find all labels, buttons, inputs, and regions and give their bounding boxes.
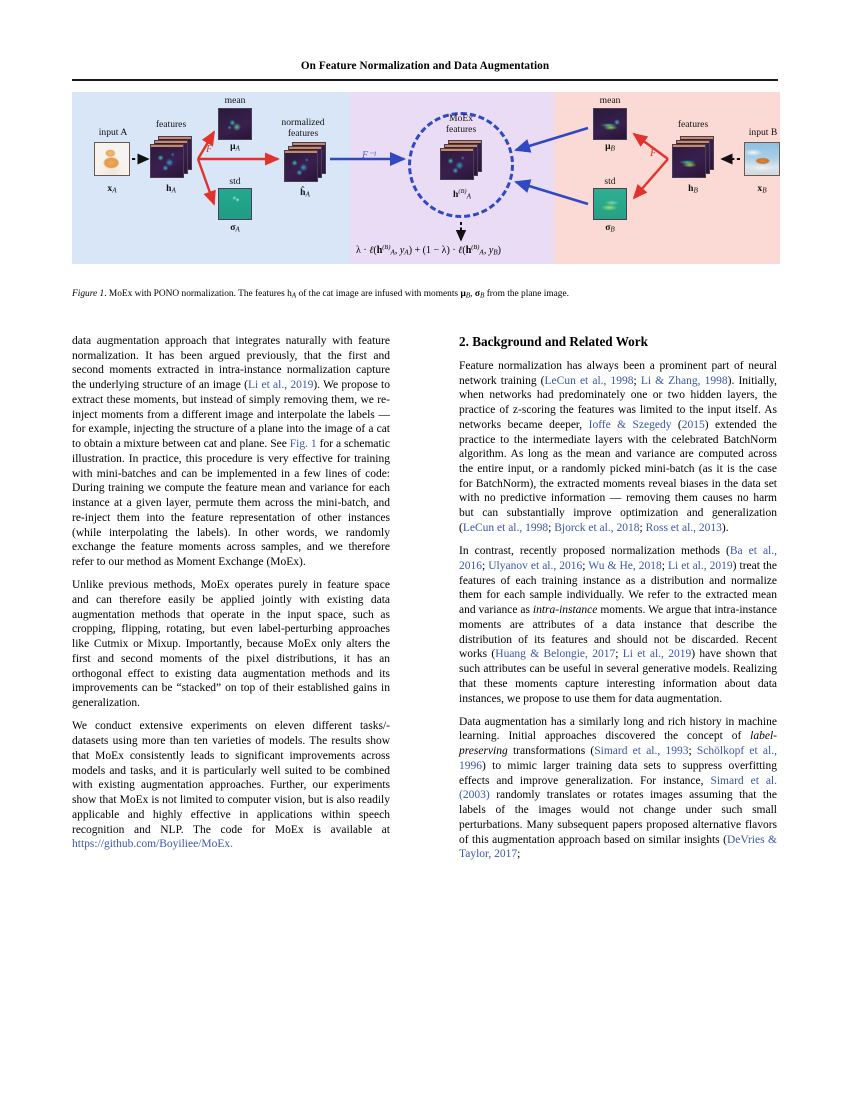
transform-f-label-right: F	[650, 148, 657, 159]
paragraph-experiments: We conduct extensive experiments on eleven different tasks/-datasets using more than ten varieties of models. The results show that MoEx consistently leads to significant improvements across models and tasks, and it is particularly well suited to be combined with existing augmentation approaches. Further, our experiments show that MoEx is not limited to computer vision, but is also readily applicable and highly effective in applications within speech recognition and NLP. The code for MoEx is available at https://github.com/Boyiliee/MoEx.	[72, 720, 390, 851]
citation-ross-2013[interactable]: Ross et al., 2013	[645, 521, 722, 534]
moex-github-link[interactable]: https://github.com/Boyiliee/MoEx.	[72, 838, 233, 851]
section-heading-background: 2. Background and Related Work	[459, 334, 648, 349]
citation-devries-taylor-2017[interactable]: DeVries & Taylor, 2017	[459, 833, 777, 861]
features-a-label: features	[155, 119, 187, 130]
sigma-a-symbol: σA	[230, 222, 240, 234]
body-column-left	[72, 334, 390, 860]
mean-b-label: mean	[599, 95, 621, 106]
citation-bjorck-2018[interactable]: Bjorck et al., 2018	[554, 521, 640, 534]
citation-simard-1993[interactable]: Simard et al., 1993	[594, 745, 689, 758]
inverse-transform-label: F⁻¹	[362, 150, 377, 161]
h-a-symbol: hA	[166, 183, 176, 195]
x-b-symbol: xB	[757, 183, 767, 195]
term-label-preserving: label-preserving	[459, 730, 777, 758]
citation-lecun-1998-b[interactable]: LeCun et al., 1998	[462, 521, 549, 534]
citation-ioffe-szegedy-year[interactable]: 2015	[681, 418, 705, 431]
citation-li-2019-b[interactable]: Li et al., 2019	[668, 559, 733, 572]
loss-equation: $\lambda \cdot \ell(h^{(B)}A$, $yA) + (1 - \lambda) \cdot \ell(h^{(B)}A$, yB)	[356, 244, 501, 257]
moex-label-line1: MoEx	[449, 113, 473, 124]
mean-a-label: mean	[224, 95, 246, 106]
input-a-label: input A	[98, 127, 128, 138]
paragraph-intro-continued: data augmentation approach that integrates naturally with feature normalization. It has been argued previously, that the first and second moments extracted in intra-instance normalization capture the underlying structure of an image (Li et al., 2019). We propose to extract these moments, but instead of simply removing them, we re-inject moments from a different image and interpolate the labels — for example, injecting the structure of a plane into the image of a cat to obtain a mixture between cat and plane. See Fig. 1 for a schematic illustration. In practice, this procedure is very effective for training with mini-batches and can be implemented in a few lines of code: During training we compute the feature mean and variance for each instance at a given layer, permute them across the mini-batch, and re-inject them into the feature representation of other instances (while interpolating the labels). In other words, we randomly exchange the feature moments across samples, and we therefore refer to our method as Moment Exchange (MoEx).	[72, 335, 390, 569]
h-a-b-symbol: $h^{(B)}A$	[453, 188, 471, 201]
paragraph-unlike-previous: Unlike previous methods, MoEx operates purely in feature space and can therefore easily be applied jointly with existing data augmentation methods that operate in the input space, such as cropping, flipping, rotating, but even label-perturbing approaches like Cutmix or Mixup. Importantly, because MoEx only alters the first and second moments of the pixel distributions, it has an orthogonal effect to existing data augmentation methods and its improvements can be “stacked” on top of their established gains in generalization.	[72, 579, 390, 710]
citation-huang-belongie-2017[interactable]: Huang & Belongie, 2017	[495, 648, 616, 661]
x-a-symbol: xA	[107, 183, 117, 195]
citation-li-2019[interactable]: Li et al., 2019	[248, 379, 314, 392]
citation-ulyanov-2016[interactable]: Ulyanov et al., 2016	[488, 559, 583, 572]
figure-arrows	[72, 92, 780, 264]
normalized-label-line1: normalized	[281, 117, 325, 128]
body-column-right	[459, 334, 777, 871]
citation-scholkopf-1996[interactable]: Schölkopf et al., 1996	[459, 745, 777, 772]
moex-label-line2: features	[445, 123, 477, 135]
normalized-label-line2: features	[287, 127, 319, 139]
citation-fig-1[interactable]: Fig. 1	[289, 438, 317, 451]
citation-simard-2003[interactable]: Simard et al. (2003)	[459, 774, 777, 802]
citation-li-zhang-1998[interactable]: Li & Zhang, 1998	[640, 374, 728, 387]
input-b-label: input B	[748, 127, 778, 138]
figure-1	[72, 92, 780, 264]
term-intra-instance: intra-instance	[532, 604, 598, 617]
citation-ioffe-szegedy[interactable]: Ioffe & Szegedy	[588, 418, 672, 431]
figure-caption	[72, 288, 778, 301]
citation-lecun-1998[interactable]: LeCun et al., 1998	[544, 374, 634, 387]
transform-f-label-left: F	[206, 144, 213, 155]
running-header: On Feature Normalization and Data Augmentation	[300, 60, 550, 72]
mu-a-symbol: μA	[230, 141, 240, 153]
sigma-b-symbol: σB	[605, 222, 615, 234]
citation-wu-he-2018[interactable]: Wu & He, 2018	[588, 559, 662, 572]
h-b-symbol: hB	[688, 183, 698, 195]
h-hat-a-symbol: ĥA	[300, 187, 310, 199]
caption-figure-number: Figure 1	[72, 289, 105, 299]
caption-text: . MoEx with PONO normalization. The features hA of the cat image are infused with moments μB, σB from the plane image.	[104, 289, 569, 300]
std-a-label: std	[229, 176, 241, 187]
header-rule	[72, 79, 778, 81]
std-b-label: std	[604, 176, 616, 187]
paragraph-in-contrast: In contrast, recently proposed normalization methods (Ba et al., 2016; Ulyanov et al., 2016; Wu & He, 2018; Li et al., 2019) treat the features of each training instance as a distribution and normalize them for each sample individually. We refer to the extracted mean and variance as intra-instance moments. We argue that intra-instance moments are attributes of a data instance that describe the distribution of its features and should not be discarded. Recent works (Huang & Belongie, 2017; Li et al., 2019) have shown that such attributes can be useful in several generative models. Realizing that these moments capture interesting information about data instances, we propose to use them for data augmentation.	[459, 545, 778, 705]
citation-ba-2016[interactable]: Ba et al., 2016	[459, 545, 778, 572]
paragraph-feature-normalization: Feature normalization has always been a prominent part of neural network training (LeCun et al., 1998; Li & Zhang, 1998). Initially, when networks had predominately one or two hidden layers, the practice of z-scoring the features was limited to the input itself. As networks became deeper, Ioffe & Szegedy (2015) extended the practice to the intermediate layers with the celebrated BatchNorm algorithm. As long as the mean and variance are computed across the entire input, or a randomly picked mini-batch (as it is the case for BatchNorm), the extracted moments reveal biases in the data set with no predictive information — removing them causes no harm but can substantially improve optimization and generalization (LeCun et al., 1998; Bjorck et al., 2018; Ross et al., 2013).	[459, 359, 777, 534]
features-b-label: features	[677, 119, 709, 130]
paragraph-data-augmentation-history: Data augmentation has a similarly long and rich history in machine learning. Initial approaches discovered the concept of label-preserving transformations (Simard et al., 1993; Schölkopf et al., 1996) to mimic larger training data sets to suppress overfitting effects and improve generalization. For instance, Simard et al. (2003) randomly translates or rotates images assuming that the labels of the images would not change under such small perturbations. Many subsequent papers proposed alternative flavors of this augmentation approach based on similar insights (DeVries & Taylor, 2017;	[459, 715, 777, 861]
citation-li-2019-c[interactable]: Li et al., 2019	[622, 648, 692, 661]
mu-b-symbol: μB	[605, 141, 615, 153]
